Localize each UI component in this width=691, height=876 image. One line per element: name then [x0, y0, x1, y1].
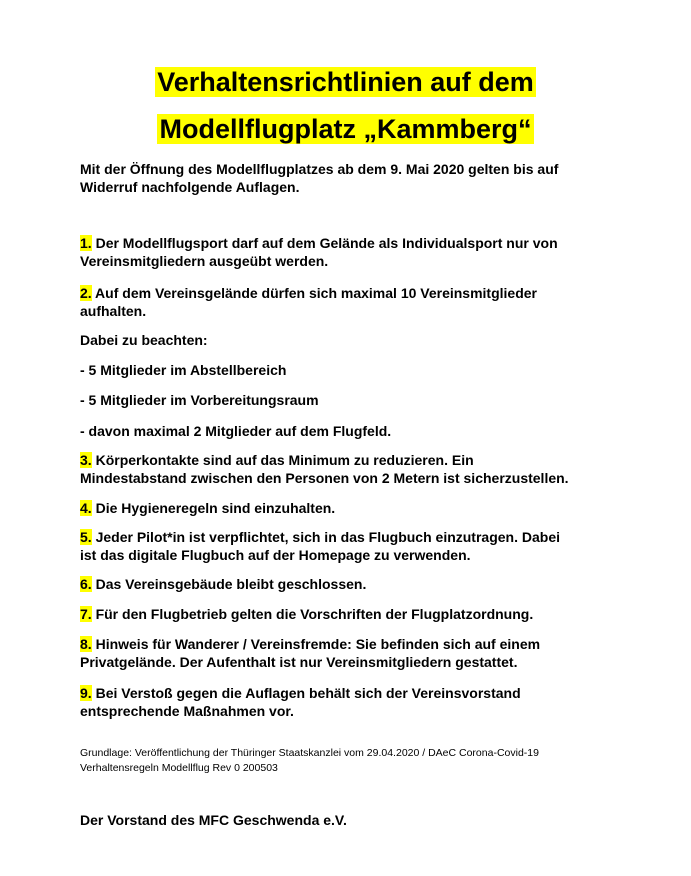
rule-6-line-1: [80, 575, 620, 593]
rule-5-number: 5.: [80, 529, 92, 545]
rule-2-text: Auf dem Vereinsgelände dürfen sich maximal 10 Vereinsmitglieder: [91, 285, 538, 301]
title-text-2: Modellflugplatz „Kammberg“: [159, 114, 532, 144]
rule-8-line-1: [80, 635, 620, 653]
rule-1-line-1: [80, 234, 620, 252]
note-item-1: - 5 Mitglieder im Abstellbereich: [80, 362, 287, 378]
rule-5-text: Jeder Pilot*in ist verpflichtet, sich in das Flugbuch einzutragen. Dabei: [91, 529, 560, 545]
title-line-2: [0, 112, 691, 147]
note-item-3: - davon maximal 2 Mitglieder auf dem Flugfeld.: [80, 423, 392, 439]
signature: Der Vorstand des MFC Geschwenda e.V.: [80, 812, 347, 828]
rule-2-line-1: [80, 284, 620, 302]
rule-9-number: 9.: [80, 685, 92, 701]
rule-2-number: 2.: [80, 285, 92, 301]
rule-5-line-2: ist das digitale Flugbuch auf der Homepage zu verwenden.: [80, 547, 471, 563]
rule-1-number: 1.: [80, 235, 92, 251]
intro-line-1: Mit der Öffnung des Modellflugplatzes ab dem 9. Mai 2020 gelten bis auf: [80, 161, 559, 177]
rule-6-number: 6.: [80, 576, 92, 592]
rule-1-text: Der Modellflugsport darf auf dem Gelände als Individualsport nur von: [91, 235, 558, 251]
rule-7-line-1: [80, 605, 620, 623]
rule-3-line-2: Mindestabstand zwischen den Personen von 2 Metern ist sicherzustellen.: [80, 470, 569, 486]
rule-7-text: Für den Flugbetrieb gelten die Vorschriften der Flugplatzordnung.: [91, 606, 534, 622]
note-item-2: - 5 Mitglieder im Vorbereitungsraum: [80, 392, 319, 408]
intro-line-2: Widerruf nachfolgende Auflagen.: [80, 179, 300, 195]
rule-7-number: 7.: [80, 606, 92, 622]
rule-9-line-2: entsprechende Maßnahmen vor.: [80, 703, 294, 719]
rule-3-line-1: [80, 451, 620, 469]
source-line-2: Verhaltensregeln Modellflug Rev 0 200503: [80, 762, 278, 774]
source-line-1: Grundlage: Veröffentlichung der Thüringer Staatskanzlei vom 29.04.2020 / DAeC Corona-Covid-19: [80, 747, 539, 759]
rule-9-text: Bei Verstoß gegen die Auflagen behält sich der Vereinsvorstand: [91, 685, 521, 701]
title-line-1: [0, 65, 691, 100]
rule-8-line-2: Privatgelände. Der Aufenthalt ist nur Vereinsmitgliedern gestattet.: [80, 654, 518, 670]
rule-1-line-2: Vereinsmitgliedern ausgeübt werden.: [80, 253, 329, 269]
rule-3-text: Körperkontakte sind auf das Minimum zu reduzieren. Ein: [91, 452, 474, 468]
rule-9-line-1: [80, 684, 620, 702]
note-heading: Dabei zu beachten:: [80, 332, 208, 348]
rule-3-number: 3.: [80, 452, 92, 468]
rule-8-text: Hinweis für Wanderer / Vereinsfremde: Sie befinden sich auf einem: [91, 636, 541, 652]
rule-6-text: Das Vereinsgebäude bleibt geschlossen.: [91, 576, 367, 592]
rule-4-line-1: [80, 499, 620, 517]
rule-4-number: 4.: [80, 500, 92, 516]
rule-8-number: 8.: [80, 636, 92, 652]
title-text-1: Verhaltensrichtlinien auf dem: [157, 67, 534, 97]
rule-2-line-2: aufhalten.: [80, 303, 147, 319]
rule-5-line-1: [80, 528, 620, 546]
rule-4-text: Die Hygieneregeln sind einzuhalten.: [91, 500, 336, 516]
